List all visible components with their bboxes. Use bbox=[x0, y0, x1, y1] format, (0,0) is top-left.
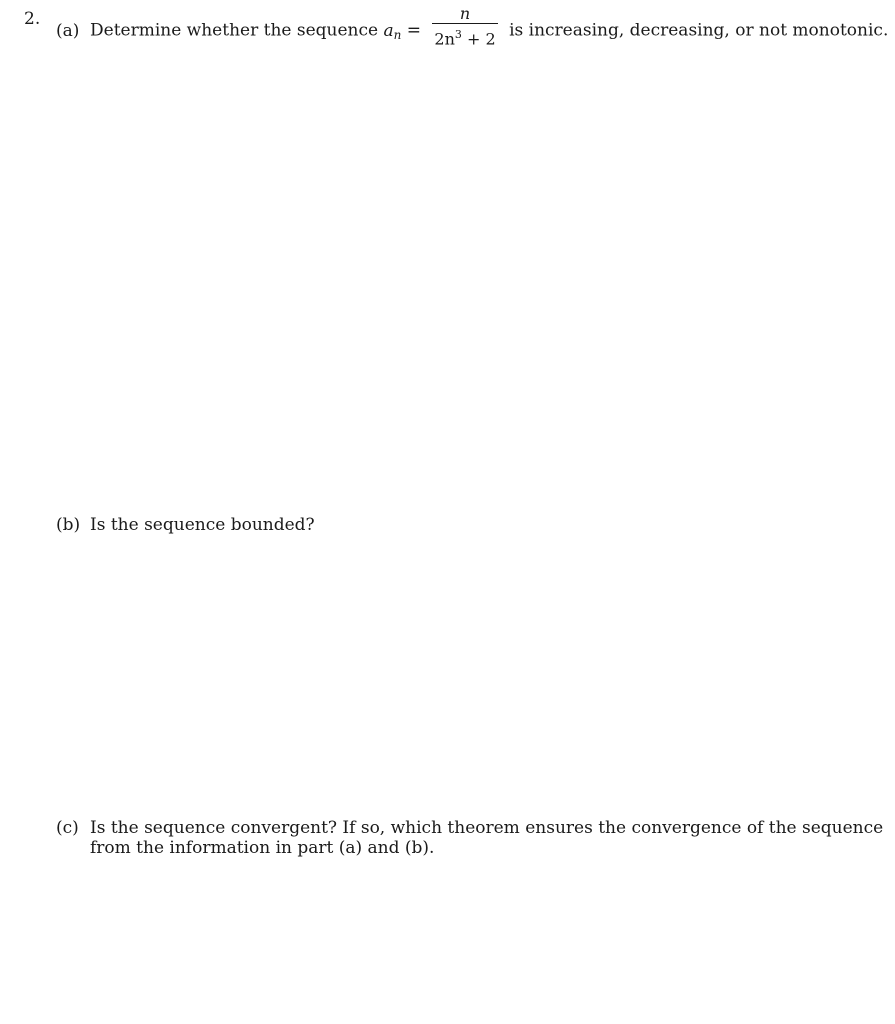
denominator-exponent: 3 bbox=[454, 28, 462, 41]
sequence-term bbox=[383, 21, 401, 41]
part-a-text-before: Determine whether the sequence bbox=[90, 20, 379, 41]
part-b bbox=[56, 515, 315, 535]
problem-number: 2. bbox=[24, 9, 41, 29]
sequence-var: a bbox=[383, 20, 394, 41]
equals-sign: = bbox=[406, 20, 421, 41]
sequence-fraction bbox=[432, 5, 497, 49]
part-b-text: Is the sequence bounded? bbox=[90, 515, 315, 535]
sequence-subscript: n bbox=[393, 27, 402, 42]
part-c-label: (c) bbox=[56, 818, 79, 838]
part-a-text-after: is increasing, decreasing, or not monotonic. bbox=[509, 20, 889, 41]
fraction-denominator bbox=[432, 23, 497, 49]
part-a bbox=[56, 4, 889, 53]
part-b-label: (b) bbox=[56, 515, 81, 535]
part-c-line1: Is the sequence convergent? If so, which theorem ensures the convergence of the sequence bbox=[90, 818, 884, 838]
fraction-numerator: n bbox=[459, 4, 471, 23]
part-c bbox=[56, 818, 883, 858]
denominator-rest: + 2 bbox=[466, 29, 496, 49]
part-a-label: (a) bbox=[56, 20, 80, 41]
part-c-line2: from the information in part (a) and (b). bbox=[90, 838, 435, 858]
denominator-base: 2n bbox=[434, 29, 455, 49]
